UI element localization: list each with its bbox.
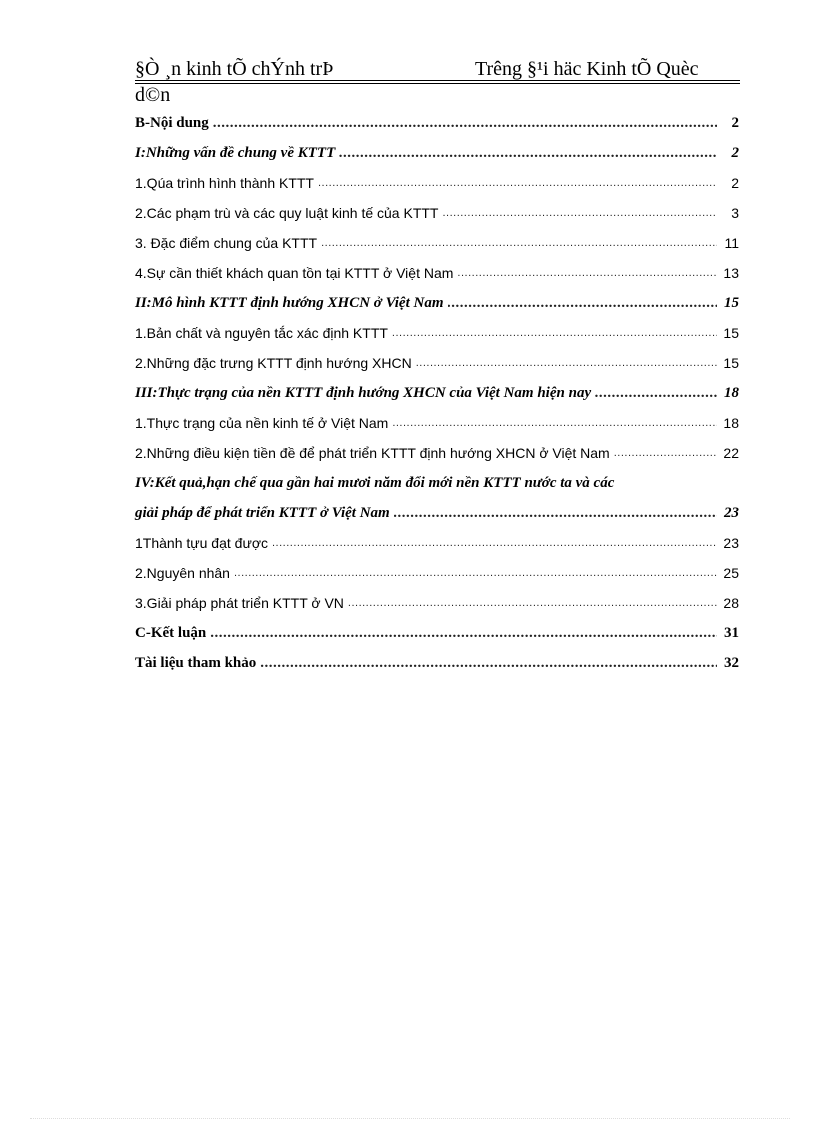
toc-entry-title: Tài liệu tham khảo [135, 654, 257, 671]
header-continuation: d©n [135, 84, 171, 106]
toc-leader [392, 417, 717, 429]
toc-entry [135, 648, 739, 678]
header-rule [135, 80, 740, 81]
toc-leader [339, 145, 717, 162]
toc-entry [135, 318, 739, 348]
toc-entry-title: 3.Giải pháp phát triển KTTT ở VN [135, 595, 344, 611]
toc-leader [457, 267, 717, 279]
toc-entry-page: 15 [723, 355, 739, 371]
page-header [135, 58, 740, 106]
toc-entry [135, 288, 739, 318]
toc-entry-page: 13 [723, 265, 739, 281]
toc-entry-title-line1: IV:Kết quả,hạn chế qua gần hai mươi năm đổi mới nền KTTT nước ta và các [135, 474, 615, 491]
toc-entry [135, 588, 739, 618]
toc-leader [321, 237, 717, 249]
toc-entry-page: 18 [723, 415, 739, 431]
toc-entry-title: 1.Thực trạng của nền kinh tế ở Việt Nam [135, 415, 389, 431]
toc-entry-title: 2.Những đặc trưng KTTT định hướng XHCN [135, 355, 412, 371]
toc-leader [213, 115, 717, 132]
toc-entry-page: 2 [731, 175, 739, 191]
toc-leader [392, 327, 717, 339]
toc-entry-first-line [135, 468, 739, 498]
toc-entry [135, 618, 739, 648]
toc-entry-page: 32 [724, 654, 739, 671]
toc-entry [135, 438, 739, 468]
toc-entry-page: 2 [731, 144, 739, 161]
toc-entry [135, 108, 739, 138]
toc-entry-page: 28 [723, 595, 739, 611]
toc-entry [135, 138, 739, 168]
toc-entry-title: 2.Nguyên nhân [135, 565, 230, 581]
toc-entry-title: B-Nội dung [135, 114, 209, 131]
toc-entry-title: I:Những vấn đề chung về KTTT [135, 144, 336, 161]
toc-leader [416, 357, 717, 369]
toc-entry [135, 528, 739, 558]
toc-entry-title: III:Thực trạng của nền KTTT định hướng XHCN của Việt Nam hiện nay [135, 384, 592, 401]
toc-entry-page: 25 [723, 565, 739, 581]
toc-entry [135, 228, 739, 258]
toc-entry-title: C-Kết luận [135, 624, 207, 641]
toc-leader [448, 295, 718, 312]
toc-entry-title: 2.Các phạm trù và các quy luật kinh tế của KTTT [135, 205, 439, 221]
toc-entry-title: 1.Qúa trình hình thành KTTT [135, 175, 314, 191]
toc-entry-title: 4.Sự cần thiết khách quan tồn tại KTTT ở Việt Nam [135, 265, 454, 281]
toc-leader [442, 207, 717, 219]
header-left-text: §Ò ¸n kinh tÕ chÝnh trÞ [135, 58, 334, 80]
toc-leader [272, 537, 717, 549]
toc-entry-title: II:Mô hình KTTT định hướng XHCN ở Việt Nam [135, 294, 444, 311]
toc-leader [318, 177, 717, 189]
toc-entry-page: 2 [731, 114, 739, 131]
header-rule-double [135, 83, 740, 84]
toc-entry-title: 1Thành tựu đạt được [135, 535, 268, 551]
toc-leader [210, 625, 717, 642]
toc-leader [394, 505, 717, 522]
toc-entry [135, 408, 739, 438]
toc-entry [135, 558, 739, 588]
toc-entry [135, 168, 739, 198]
toc-entry-page: 22 [723, 445, 739, 461]
toc-entry-title: 3. Đặc điểm chung của KTTT [135, 235, 318, 251]
toc-leader [234, 567, 717, 579]
header-right-text: Trêng §¹i häc Kinh tÕ Quèc [475, 58, 699, 80]
toc-leader [595, 385, 717, 402]
toc-entry-page: 23 [723, 535, 739, 551]
toc-entry-page: 23 [724, 504, 739, 521]
toc-entry [135, 378, 739, 408]
toc-leader [614, 447, 717, 459]
toc-entry-title: 2.Những điều kiện tiền đề để phát triển KTTT định hướng XHCN ở Việt Nam [135, 445, 610, 461]
toc-entry-page: 31 [724, 624, 739, 641]
table-of-contents [135, 108, 739, 678]
toc-leader [260, 655, 717, 672]
header-line [135, 58, 740, 80]
toc-entry-title: giải pháp để phát triển KTTT ở Việt Nam [135, 504, 390, 521]
toc-entry-title: 1.Bản chất và nguyên tắc xác định KTTT [135, 325, 388, 341]
toc-entry-page: 11 [724, 235, 739, 251]
toc-entry [135, 258, 739, 288]
toc-entry-page: 3 [731, 205, 739, 221]
toc-entry-page: 18 [724, 384, 739, 401]
toc-entry [135, 498, 739, 528]
toc-entry [135, 348, 739, 378]
toc-entry [135, 198, 739, 228]
toc-leader [348, 597, 717, 609]
toc-entry-page: 15 [723, 325, 739, 341]
toc-entry-page: 15 [724, 294, 739, 311]
page-bottom-rule [30, 1118, 790, 1119]
